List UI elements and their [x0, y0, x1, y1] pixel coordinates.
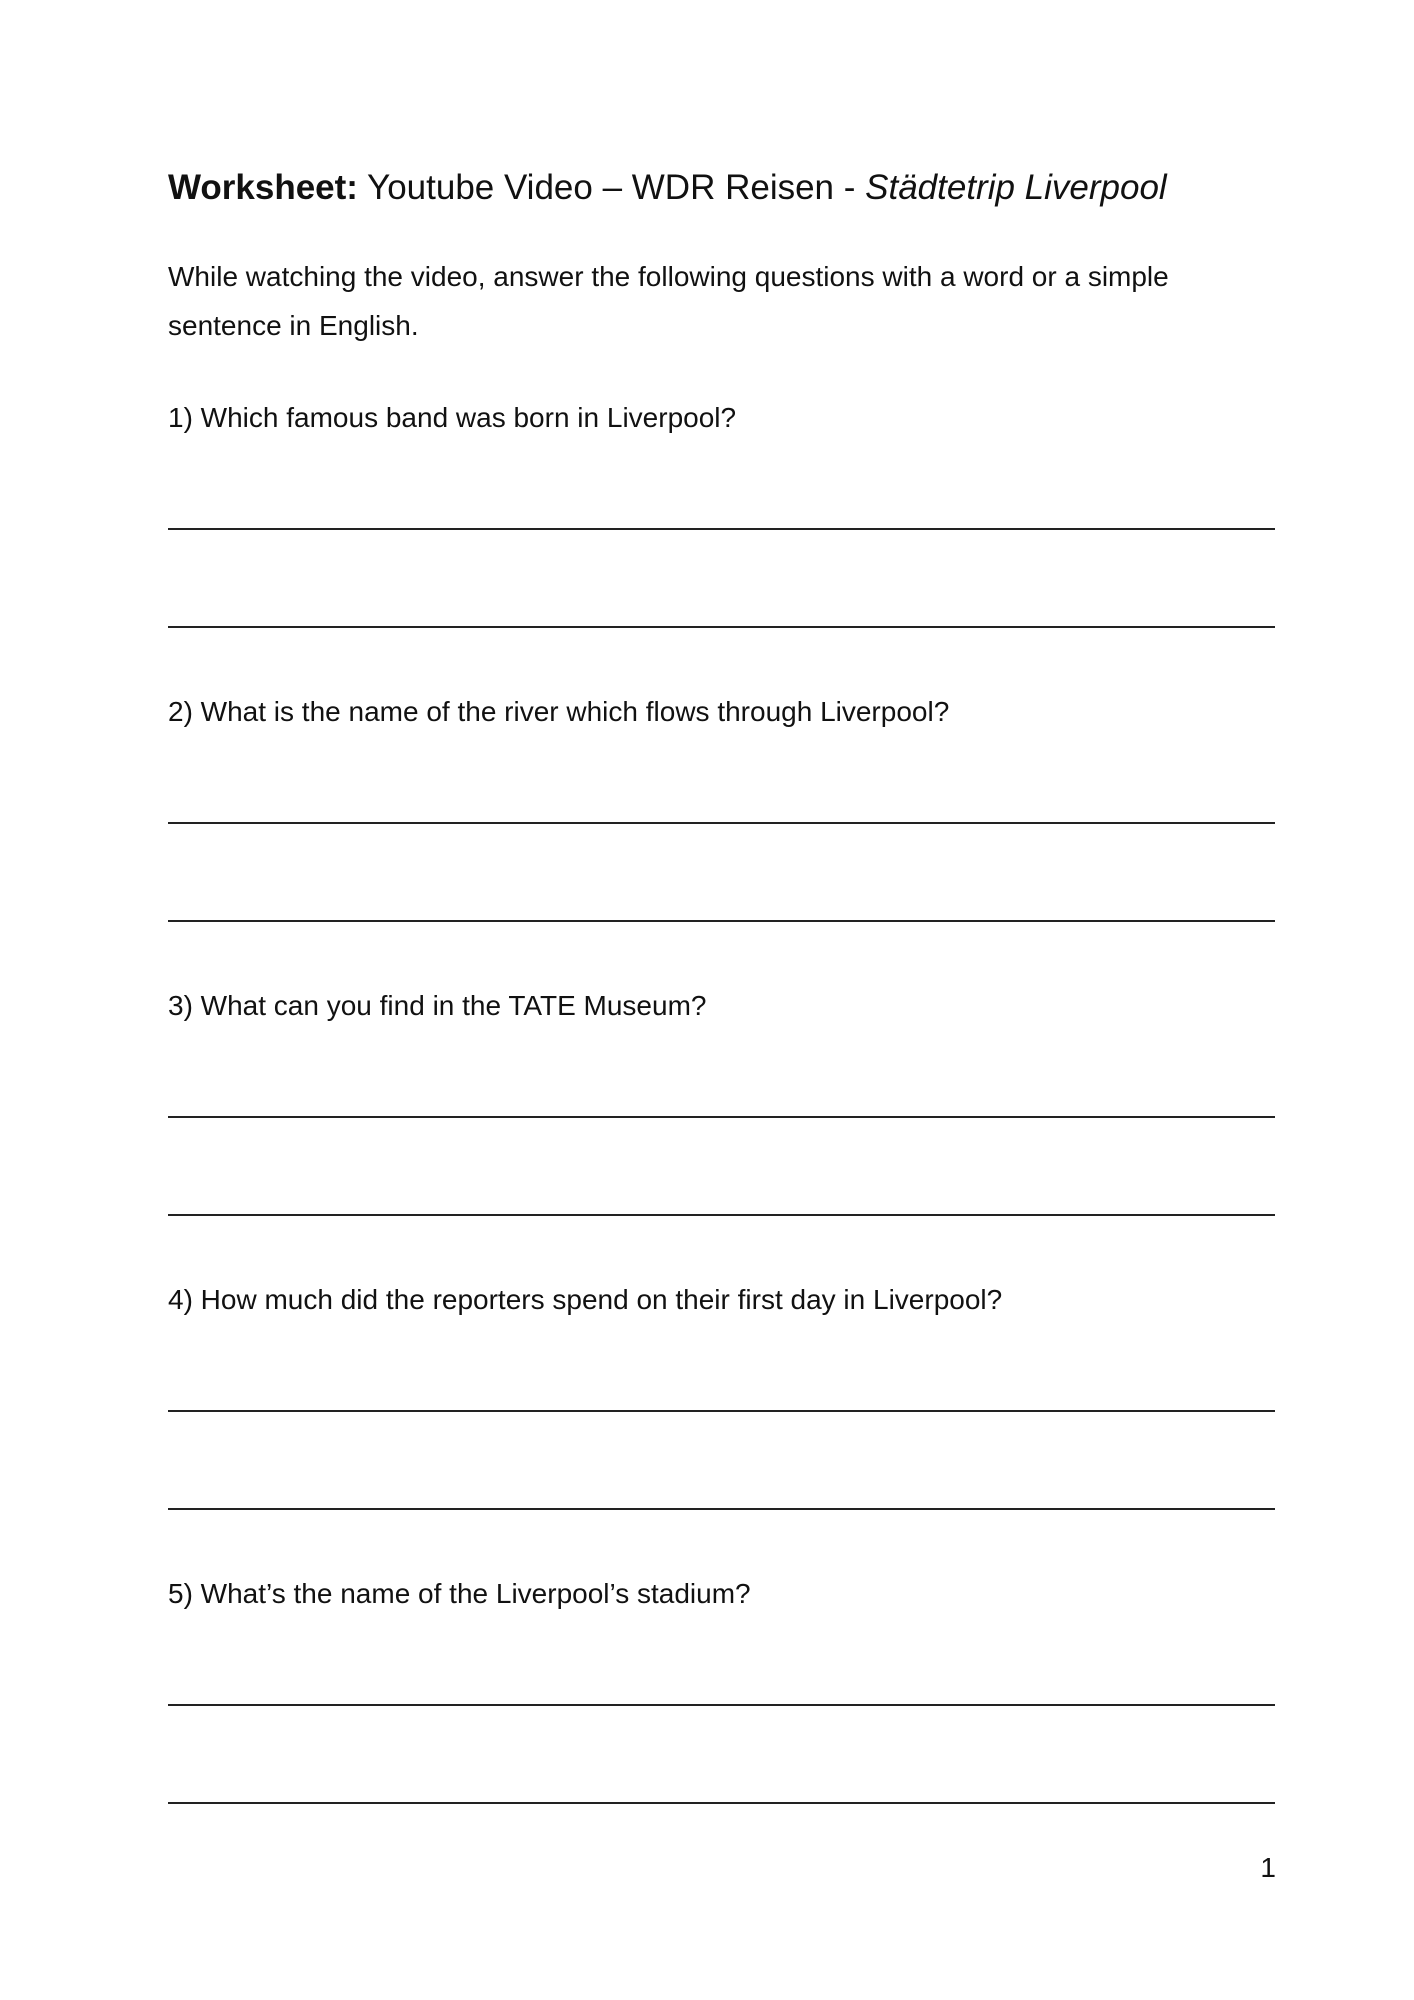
- answer-line-4a[interactable]: [168, 1410, 1275, 1412]
- title-italic: Städtetrip Liverpool: [865, 168, 1167, 207]
- question-3: 3) What can you find in the TATE Museum?: [168, 990, 707, 1021]
- question-1: 1) Which famous band was born in Liverpool?: [168, 402, 737, 433]
- answer-line-3a[interactable]: [168, 1116, 1275, 1118]
- answer-line-4b[interactable]: [168, 1508, 1275, 1510]
- title-main: Youtube Video – WDR Reisen -: [357, 168, 866, 207]
- answer-line-5b[interactable]: [168, 1802, 1275, 1804]
- answer-line-1a[interactable]: [168, 528, 1275, 530]
- page-number: 1: [1260, 1852, 1276, 1883]
- worksheet-title: [168, 166, 1167, 210]
- answer-line-3b[interactable]: [168, 1214, 1275, 1216]
- question-2: 2) What is the name of the river which flows through Liverpool?: [168, 696, 950, 727]
- answer-line-2a[interactable]: [168, 822, 1275, 824]
- answer-line-5a[interactable]: [168, 1704, 1275, 1706]
- instructions: While watching the video, answer the following questions with a word or a simple sentence in English.: [168, 261, 1169, 341]
- question-5: 5) What’s the name of the Liverpool’s stadium?: [168, 1578, 751, 1609]
- answer-line-1b[interactable]: [168, 626, 1275, 628]
- answer-line-2b[interactable]: [168, 920, 1275, 922]
- title-label: Worksheet:: [168, 168, 358, 207]
- question-4: 4) How much did the reporters spend on their first day in Liverpool?: [168, 1284, 1003, 1315]
